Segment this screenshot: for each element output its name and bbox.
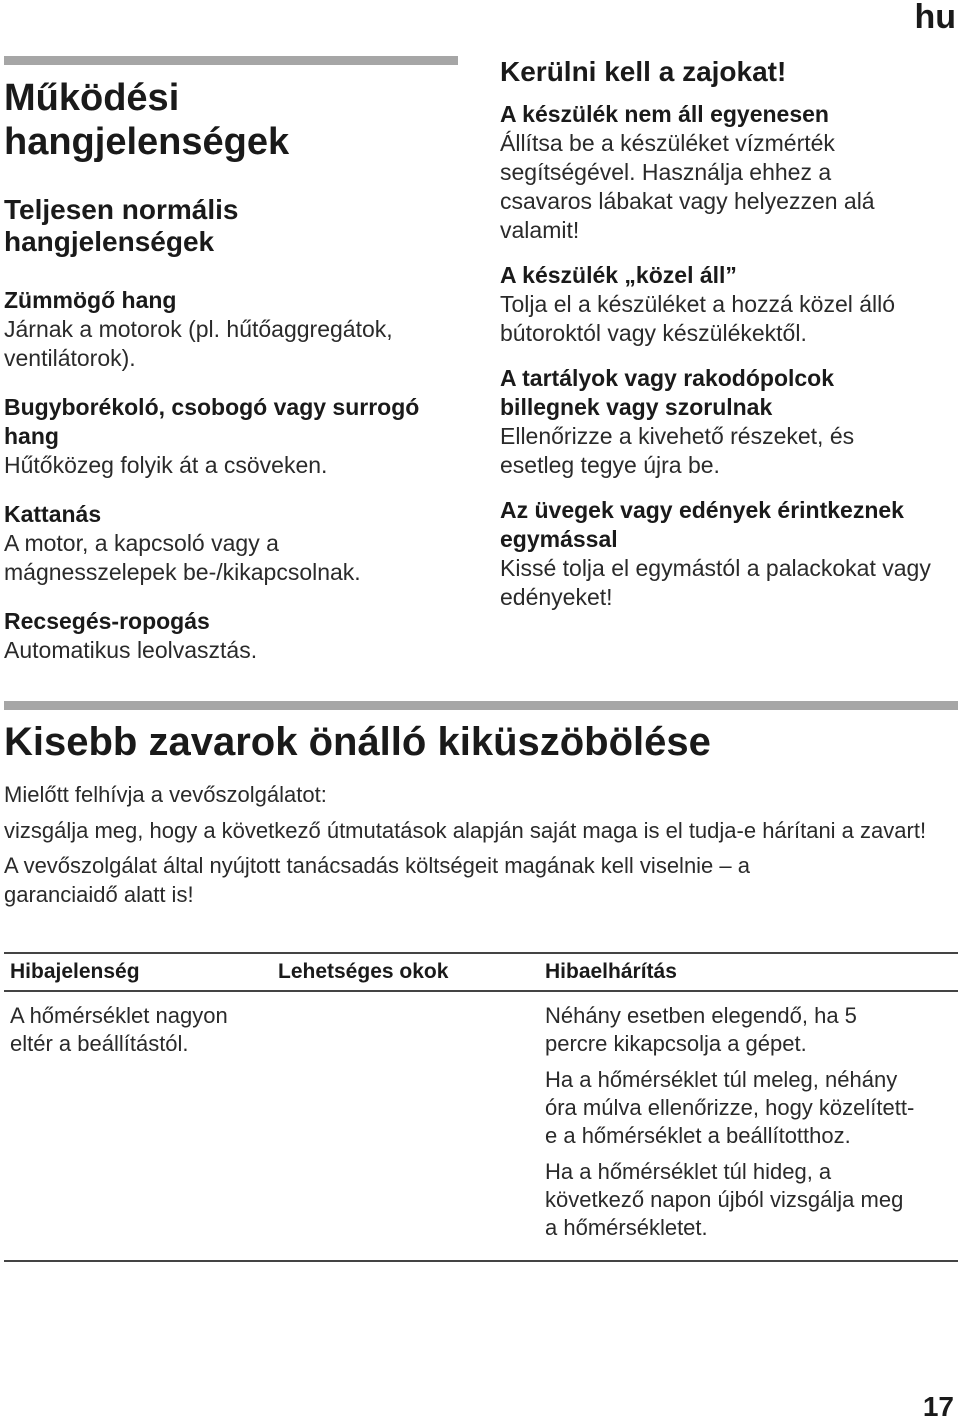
sound-item bbox=[4, 607, 474, 665]
noise-item bbox=[500, 100, 950, 245]
left-column bbox=[4, 56, 474, 665]
noise-item-heading: A készülék „közel áll” bbox=[500, 262, 737, 288]
page-title: Működési hangjelenségek bbox=[4, 77, 290, 163]
troubleshooting-title: Kisebb zavarok önálló kiküszöbölése bbox=[4, 720, 711, 764]
sound-item bbox=[4, 500, 474, 587]
sound-item-text: Járnak a motorok (pl. hűtőaggregátok, ventilátorok). bbox=[4, 316, 393, 371]
sound-item-heading: Bugyborékoló, csobogó vagy surrogó hang bbox=[4, 394, 420, 449]
noise-item-heading: Az üvegek vagy edények érintkeznek egymással bbox=[500, 497, 904, 552]
symptom-cell: A hőmérséklet nagyon eltér a beállítástól. bbox=[4, 991, 272, 1261]
noise-item-text: Ellenőrizze a kivehető részeket, és esetleg tegye újra be. bbox=[500, 423, 855, 478]
sound-item-text: Hűtőközeg folyik át a csöveken. bbox=[4, 452, 328, 478]
column-header: Hibaelhárítás bbox=[539, 953, 958, 991]
noise-item bbox=[500, 496, 950, 612]
noise-item bbox=[500, 364, 950, 480]
troubleshooting-table bbox=[4, 952, 958, 1262]
intro-text: A vevőszolgálat által nyújtott tanácsadás költségeit magának kell viselnie – a garanciaidő alatt is! bbox=[4, 853, 750, 907]
table-header-row bbox=[4, 953, 958, 991]
noise-item-text: Tolja el a készüléket a hozzá közel álló bútoroktól vagy készülékektől. bbox=[500, 291, 896, 346]
sound-item bbox=[4, 286, 474, 373]
noise-item-heading: A tartályok vagy rakodópolcok billegnek vagy szorulnak bbox=[500, 365, 835, 420]
column-header: Lehetséges okok bbox=[272, 953, 539, 991]
right-column bbox=[500, 56, 950, 612]
noise-item-text: Állítsa be a készüléket vízmérték segítségével. Használja ehhez a csavaros lábakat vagy helyezzen alá valamit! bbox=[500, 130, 875, 243]
intro-text: vizsgálja meg, hogy a következő útmutatások alapján saját maga is el tudja-e hárítani a zavart! bbox=[4, 818, 927, 843]
subtitle: Teljesen normális hangjelenségek bbox=[4, 194, 239, 257]
sound-item-heading: Recsegés-ropogás bbox=[4, 608, 210, 634]
table-row bbox=[4, 991, 958, 1261]
sound-item-text: A motor, a kapcsoló vagy a mágnesszelepek be-/kikapcsolnak. bbox=[4, 530, 361, 585]
sound-item-heading: Zümmögő hang bbox=[4, 287, 177, 313]
noise-item bbox=[500, 261, 950, 348]
noise-item-text: Kissé tolja el egymástól a palackokat vagy edényeket! bbox=[500, 555, 931, 610]
intro-text: Mielőtt felhívja a vevőszolgálatot: bbox=[4, 782, 327, 807]
column-header: Hibajelenség bbox=[4, 953, 272, 991]
fix-item: Ha a hőmérséklet túl meleg, néhány óra múlva ellenőrizze, hogy közelített-e a hőmérséklet a beállítotthoz. bbox=[545, 1067, 915, 1148]
page-number: 17 bbox=[922, 1391, 954, 1422]
sound-item-heading: Kattanás bbox=[4, 501, 102, 527]
sound-item-text: Automatikus leolvasztás. bbox=[4, 637, 258, 663]
cause-cell bbox=[272, 991, 539, 1261]
fix-cell bbox=[539, 991, 958, 1261]
sound-item bbox=[4, 393, 474, 480]
noise-item-heading: A készülék nem áll egyenesen bbox=[500, 101, 829, 127]
section-rule-full bbox=[4, 701, 958, 710]
section-heading: Kerülni kell a zajokat! bbox=[500, 56, 787, 87]
fix-item: Ha a hőmérséklet túl hideg, a következő napon újból vizsgálja meg a hőmérsékletet. bbox=[545, 1159, 904, 1240]
language-code: hu bbox=[914, 0, 956, 36]
fix-item: Néhány esetben elegendő, ha 5 percre kikapcsolja a gépet. bbox=[545, 1003, 857, 1056]
troubleshooting-section bbox=[4, 712, 956, 909]
